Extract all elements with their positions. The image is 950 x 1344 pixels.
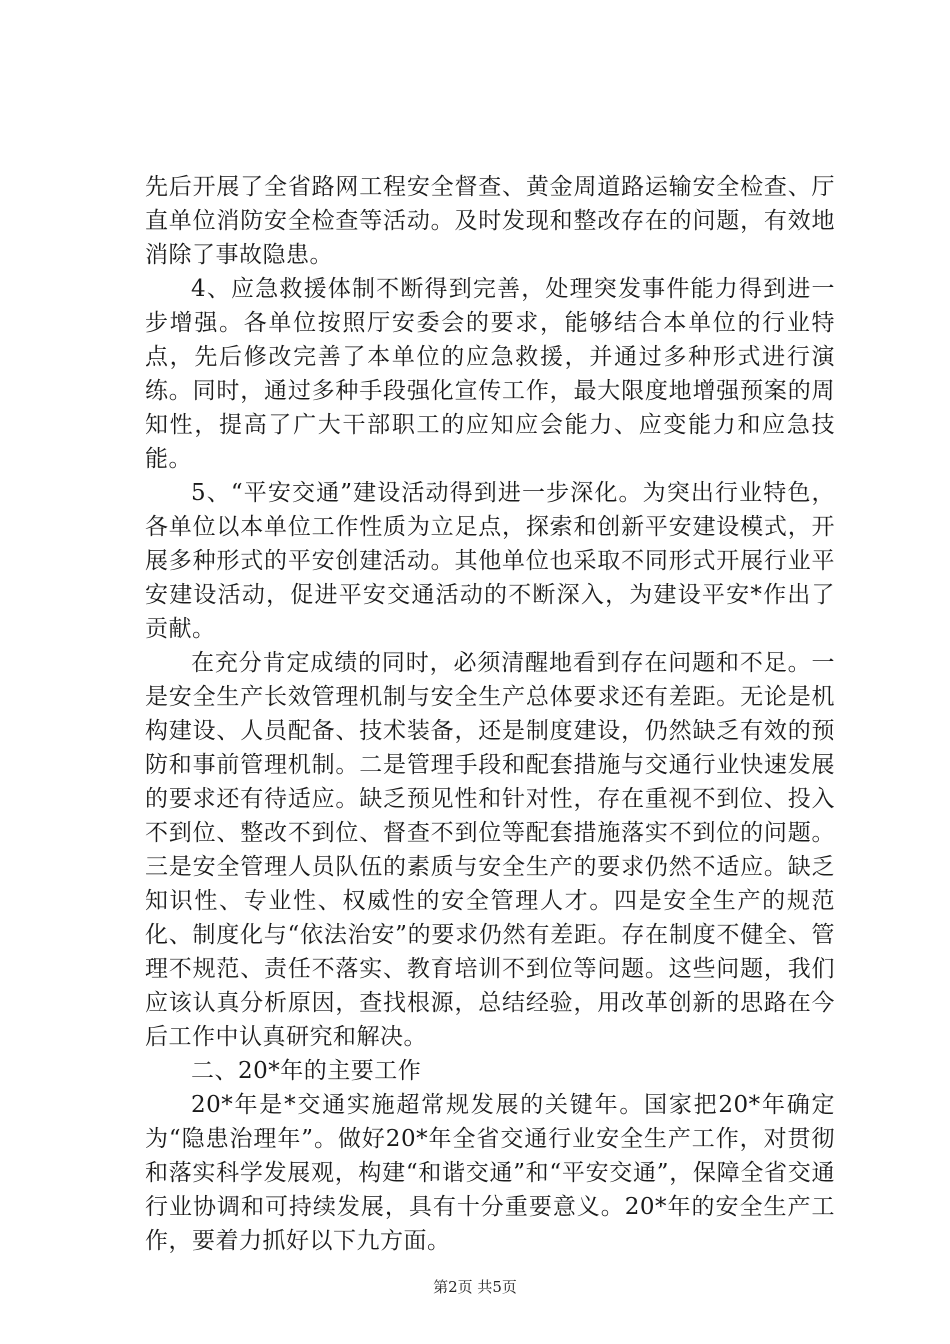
paragraph-safe-transport: 5、“平安交通”建设活动得到进一步深化。为突出行业特色，各单位以本单位工作性质为立足点，探索和创新平安建设模式，开展多种形式的平安创建活动。其他单位也采取不同形式开展行业平安建设活动，促进平安交通活动的不断深入，为建设平安*作出了贡献。 [145, 480, 835, 642]
paragraph-safety-inspections: 先后开展了全省路网工程安全督查、黄金周道路运输安全检查、厅直单位消防安全检查等活动。及时发现和整改存在的问题，有效地消除了事故隐患。 [145, 174, 835, 268]
section-heading-main-work: 二、20*年的主要工作 [191, 1058, 422, 1084]
document-body [145, 170, 835, 1258]
page-number: 第2页 共5页 [433, 1278, 517, 1296]
paragraph-emergency-rescue: 4、应急救援体制不断得到完善，处理突发事件能力得到进一步增强。各单位按照厅安委会的要求，能够结合本单位的行业特点，先后修改完善了本单位的应急救援，并通过多种形式进行演练。同时，通过多种手段强化宣传工作，最大限度地增强预案的周知性，提高了广大干部职工的应知应会能力、应变能力和应急技能。 [145, 276, 835, 472]
paragraph-key-year: 20*年是*交通实施超常规发展的关键年。国家把20*年确定为“隐患治理年”。做好20*年全省交通行业安全生产工作，对贯彻和落实科学发展观，构建“和谐交通”和“平安交通”，保障全省交通行业协调和可持续发展，具有十分重要意义。20*年的安全生产工作，要着力抓好以下九方面。 [145, 1092, 835, 1254]
paragraph-problems: 在充分肯定成绩的同时，必须清醒地看到存在问题和不足。一是安全生产长效管理机制与安全生产总体要求还有差距。无论是机构建设、人员配备、技术装备，还是制度建设，仍然缺乏有效的预防和事前管理机制。二是管理手段和配套措施与交通行业快速发展的要求还有待适应。缺乏预见性和针对性，存在重视不到位、投入不到位、整改不到位、督查不到位等配套措施落实不到位的问题。三是安全管理人员队伍的素质与安全生产的要求仍然不适应。缺乏知识性、专业性、权威性的安全管理人才。四是安全生产的规范化、制度化与“依法治安”的要求仍然有差距。存在制度不健全、管理不规范、责任不落实、教育培训不到位等问题。这些问题，我们应该认真分析原因，查找根源，总结经验，用改革创新的思路在今后工作中认真研究和解决。 [145, 650, 835, 1050]
